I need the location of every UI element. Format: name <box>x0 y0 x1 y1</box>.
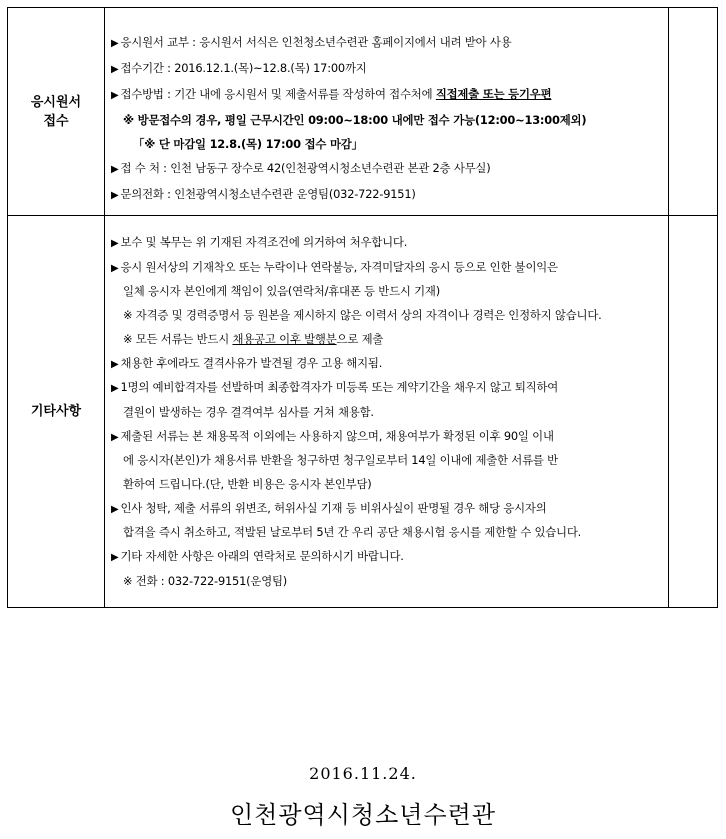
list-item: ▶ 응시 원서상의 기재착오 또는 누락이나 연락불능, 자격미달자의 응시 등으로 인한 불이익은 <box>111 259 558 274</box>
list-item: ▶ 인사 청탁, 제출 서류의 위변조, 허위사실 기재 등 비위사실이 판명될 경우 해당 응시자의 <box>111 500 547 515</box>
bullet-arrow-icon: ▶ <box>111 90 119 101</box>
bullet-arrow-icon: ▶ <box>111 238 119 249</box>
list-item: ▶ 보수 및 복무는 위 기재된 자격조건에 의거하여 처우합니다. <box>111 235 408 249</box>
notice-table <box>7 7 718 608</box>
other-info-label: 기타사항 <box>30 404 82 419</box>
bullet-arrow-icon: ▶ <box>111 262 119 274</box>
application-label-line1: 응시원서 <box>30 94 82 110</box>
bullet-arrow-icon: ▶ <box>111 164 119 175</box>
submission-method-emphasis: 직접제출 또는 등기우편 <box>435 87 552 101</box>
notice-date: 2016.11.24. <box>309 764 417 783</box>
other-info-label-cell <box>8 216 105 608</box>
application-label-cell <box>8 8 105 216</box>
list-item-continuation: 결원이 발생하는 경우 결격여부 심사를 거쳐 채용함. <box>123 404 374 419</box>
empty-side-cell <box>669 8 718 216</box>
bullet-arrow-icon: ▶ <box>111 358 119 370</box>
application-row <box>8 8 718 216</box>
bullet-arrow-icon: ▶ <box>111 383 119 395</box>
application-content-cell <box>105 8 669 216</box>
visit-note: ※ 방문접수의 경우, 평일 근무시간인 09:00~18:00 내에만 접수 가능(12:00~13:00제외) <box>123 113 587 127</box>
document-date-emphasis: 채용공고 이후 발행분 <box>232 331 337 346</box>
contact-note: ※ 전화 : 032-722-9151(운영팀) <box>123 573 288 588</box>
list-item: ▶ 응시원서 교부 : 응시원서 서식은 인천청소년수련관 홈페이지에서 내려 받아 사용 <box>111 35 512 49</box>
list-item-continuation: 에 응시자(본인)가 채용서류 반환을 청구하면 청구일로부터 14일 이내에 제출한 서류를 반 <box>123 453 558 468</box>
note-line: ※ 모든 서류는 반드시 채용공고 이후 발행분으로 제출 <box>123 331 384 346</box>
note-line: ※ 자격증 및 경력증명서 등 원본을 제시하지 않은 이력서 상의 자격이나 경력은 인정하지 않습니다. <box>123 308 602 323</box>
list-item-continuation: 합격을 즉시 취소하고, 적발된 날로부터 5년 간 우리 공단 채용시험 응시를 제한할 수 있습니다. <box>123 525 582 540</box>
bullet-arrow-icon: ▶ <box>111 503 119 515</box>
application-label-line2: 접수 <box>43 113 69 129</box>
list-item: ▶ 1명의 예비합격자를 선발하며 최종합격자가 미등록 또는 계약기간을 채우지 않고 퇴직하여 <box>111 380 559 395</box>
list-item: ▶ 접 수 처 : 인천 남동구 장수로 42(인천광역시청소년수련관 본관 2층 사무실) <box>111 161 491 175</box>
deadline-note: 「※ 단 마감일 12.8.(목) 17:00 접수 마감」 <box>133 137 363 151</box>
bullet-arrow-icon: ▶ <box>111 190 119 201</box>
list-item: ▶ 기타 자세한 사항은 아래의 연락처로 문의하시기 바랍니다. <box>111 549 404 564</box>
list-item: ▶ 제출된 서류는 본 채용목적 이외에는 사용하지 않으며, 채용여부가 확정된 이후 90일 이내 <box>111 428 554 443</box>
bullet-arrow-icon: ▶ <box>111 64 119 75</box>
list-item-continuation: 환하여 드립니다.(단, 반환 비용은 응시자 본인부담) <box>123 477 372 492</box>
bullet-arrow-icon: ▶ <box>111 552 119 564</box>
list-item: ▶ 접수기간 : 2016.12.1.(목)~12.8.(목) 17:00까지 <box>111 61 367 75</box>
list-item: ▶ 문의전화 : 인천광역시청소년수련관 운영팀(032-722-9151) <box>111 187 416 201</box>
list-item-continuation: 일체 응시자 본인에게 책임이 있음(연락처/휴대폰 등 반드시 기재) <box>123 284 440 299</box>
empty-side-cell <box>669 216 718 608</box>
list-item: ▶ 채용한 후에라도 결격사유가 발견될 경우 고용 해지됨. <box>111 355 383 370</box>
other-info-row <box>8 216 718 608</box>
bullet-arrow-icon: ▶ <box>111 38 119 49</box>
list-item: ▶ 접수방법 : 기간 내에 응시원서 및 제출서류를 작성하여 접수처에 직접제출 또는 등기우편 <box>111 87 552 101</box>
organization-name: 인천광역시청소년수련관 <box>229 801 497 829</box>
bullet-arrow-icon: ▶ <box>111 431 119 443</box>
other-info-content-cell <box>105 216 669 608</box>
